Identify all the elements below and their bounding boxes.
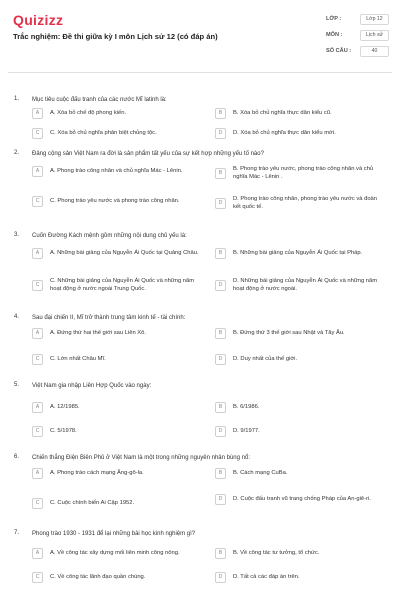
question-number: 5.	[14, 382, 20, 388]
question-number: 3.	[14, 232, 20, 238]
option-a[interactable]	[32, 468, 202, 479]
option-letter-c: C	[32, 498, 43, 509]
option-text: D. Phong trào công nhân, phong trào yêu nước và đoàn kết quốc tế.	[233, 196, 378, 210]
option-text: A. 12/1985.	[50, 403, 80, 410]
option-a[interactable]	[32, 328, 202, 339]
option-letter-b: B	[215, 402, 226, 413]
question-number: 4.	[14, 314, 20, 320]
option-b[interactable]	[215, 548, 385, 559]
question-text: Chiến thắng Điện Biên Phủ ở Việt Nam là một trong những nguyên nhân bùng nổ:	[32, 455, 250, 461]
option-d[interactable]	[215, 196, 385, 211]
option-letter-c: C	[32, 196, 43, 207]
option-letter-c: C	[32, 572, 43, 583]
option-a[interactable]	[32, 166, 210, 177]
option-letter-d: D	[215, 354, 226, 365]
question-number: 6.	[14, 454, 20, 460]
option-text: A. Phong trào công nhân và chủ nghĩa Mác - Lênin.	[50, 167, 183, 174]
option-text: D. Duy nhất của thế giới.	[233, 355, 298, 362]
option-b[interactable]	[215, 402, 385, 413]
option-letter-a: A	[32, 328, 43, 339]
quizizz-logo: Quizizz	[13, 12, 64, 28]
option-letter-a: A	[32, 108, 43, 119]
meta-class-value: Lớp 12	[360, 14, 389, 25]
option-letter-a: A	[32, 402, 43, 413]
question-text: Đảng cộng sản Việt Nam ra đời là sản phẩm tất yếu của sự kết hợp những yếu tố nào?	[32, 151, 264, 157]
option-b[interactable]	[215, 248, 385, 259]
meta-subject-label: MÔN :	[326, 32, 343, 38]
option-text: D. Cuộc đấu tranh vũ trang chống Pháp của An-giê-ri.	[233, 495, 371, 502]
question-number: 2.	[14, 150, 20, 156]
option-letter-a: A	[32, 548, 43, 559]
option-text: D. Tất cả các đáp án trên.	[233, 573, 300, 580]
question-text: Phong trào 1930 - 1931 để lại những bài học kinh nghiệm gì?	[32, 531, 196, 537]
option-text: B. Cách mạng CuBa.	[233, 469, 288, 476]
option-letter-c: C	[32, 426, 43, 437]
option-b[interactable]	[215, 166, 385, 181]
option-letter-d: D	[215, 280, 226, 291]
option-text: C. Xóa bỏ chủ nghĩa phân biệt chủng tộc.	[50, 129, 157, 136]
option-d[interactable]	[215, 128, 385, 139]
option-d[interactable]	[215, 494, 385, 505]
option-letter-d: D	[215, 494, 226, 505]
meta-question-count-label: SỐ CÂU :	[326, 48, 352, 54]
option-text: C. 5/1978.	[50, 427, 77, 434]
meta-class-label: LỚP :	[326, 16, 342, 22]
option-text: C. Lớn nhất Châu Mĩ.	[50, 355, 106, 362]
option-text: B. Về công tác tư tưởng, tổ chức.	[233, 549, 320, 556]
option-letter-a: A	[32, 468, 43, 479]
option-letter-b: B	[215, 248, 226, 259]
option-c[interactable]	[32, 278, 202, 293]
option-letter-d: D	[215, 128, 226, 139]
option-c[interactable]	[32, 572, 202, 583]
option-c[interactable]	[32, 196, 210, 207]
option-letter-b: B	[215, 108, 226, 119]
option-text: A. Về công tác xây dựng mối liên minh công nông.	[50, 549, 180, 556]
header-divider	[8, 72, 392, 73]
option-text: A. Đứng thứ hai thế giới sau Liên Xô.	[50, 329, 146, 336]
option-letter-b: B	[215, 328, 226, 339]
question-text: Sau đại chiến II, Mĩ trở thành trung tâm kinh tế - tài chính:	[32, 315, 186, 321]
option-a[interactable]	[32, 402, 202, 413]
question-number: 1.	[14, 96, 20, 102]
option-c[interactable]	[32, 498, 202, 509]
option-letter-d: D	[215, 198, 226, 209]
option-d[interactable]	[215, 572, 385, 583]
option-text: D. Xóa bỏ chủ nghĩa thực dân kiểu mới.	[233, 129, 336, 136]
option-text: B. 6/1986.	[233, 403, 260, 410]
option-a[interactable]	[32, 548, 202, 559]
question-text: Việt Nam gia nhập Liên Hợp Quốc vào ngày:	[32, 383, 152, 389]
option-text: C. Cuộc chính biến Ai Cập 1952.	[50, 499, 135, 506]
option-text: B. Phong trào yêu nước, phong trào công nhân và chủ nghĩa Mác - Lênin .	[233, 166, 374, 180]
option-b[interactable]	[215, 108, 385, 119]
question-text: Mục tiêu cuộc đấu tranh của các nước Mĩ latinh là:	[32, 97, 167, 103]
option-c[interactable]	[32, 128, 202, 139]
option-text: D. 9/1977.	[233, 427, 260, 434]
option-letter-b: B	[215, 468, 226, 479]
option-letter-b: B	[215, 548, 226, 559]
option-text: A. Phong trào cách mạng Ăng-gô-la.	[50, 469, 144, 476]
document-title: Trắc nghiệm: Đề thi giữa kỳ I môn Lịch sử 12 (có đáp án)	[13, 32, 218, 41]
option-d[interactable]	[215, 278, 385, 293]
option-c[interactable]	[32, 354, 202, 365]
option-text: A. Những bài giảng của Nguyễn Ái Quốc tại Quảng Châu.	[50, 249, 199, 256]
meta-subject-value: Lịch sử	[360, 30, 389, 41]
option-letter-b: B	[215, 168, 226, 179]
option-letter-d: D	[215, 426, 226, 437]
option-text: B. Xóa bỏ chủ nghĩa thực dân kiểu cũ.	[233, 109, 332, 116]
option-c[interactable]	[32, 426, 202, 437]
question-text: Cuốn Đường Kách mệnh gồm những nội dung chủ yếu là:	[32, 233, 187, 239]
option-letter-c: C	[32, 354, 43, 365]
option-b[interactable]	[215, 468, 385, 479]
option-text: B. Những bài giảng của Nguyễn Ái Quốc tại Pháp.	[233, 249, 363, 256]
option-a[interactable]	[32, 248, 202, 259]
meta-question-count-value: 40	[360, 46, 389, 57]
option-text: C. Những bài giảng của Nguyễn Ái Quốc và những năm hoạt động ở nước ngoài Trung Quốc.	[50, 278, 195, 292]
question-number: 7.	[14, 530, 20, 536]
page-header	[0, 0, 400, 72]
option-d[interactable]	[215, 354, 385, 365]
option-text: D. Những bài giảng của Nguyễn Ái Quốc và những năm hoạt động ở nước ngoài.	[233, 278, 378, 292]
option-text: C. Về công tác lãnh đạo quần chúng.	[50, 573, 146, 580]
option-letter-a: A	[32, 166, 43, 177]
option-text: C. Phong trào yêu nước và phong trào công nhân.	[50, 197, 180, 204]
option-d[interactable]	[215, 426, 385, 437]
option-b[interactable]	[215, 328, 385, 339]
option-text: A. Xóa bỏ chế độ phong kiến.	[50, 109, 127, 116]
option-letter-c: C	[32, 128, 43, 139]
option-text: B. Đứng thứ 3 thế giới sau Nhật và Tây Âu.	[233, 329, 345, 336]
option-letter-c: C	[32, 280, 43, 291]
option-a[interactable]	[32, 108, 202, 119]
option-letter-d: D	[215, 572, 226, 583]
option-letter-a: A	[32, 248, 43, 259]
